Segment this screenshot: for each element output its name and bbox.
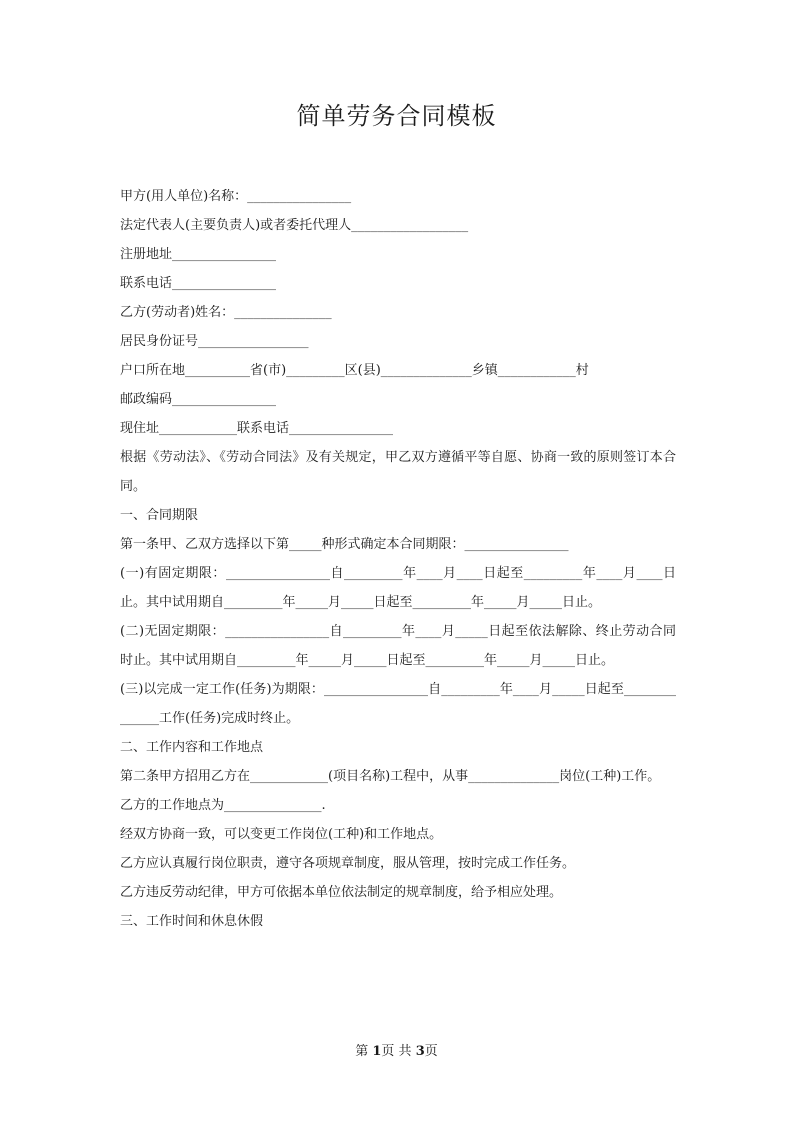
article-1: 第一条甲、乙双方选择以下第_____种形式确定本合同期限：________________ xyxy=(120,537,569,552)
document-body xyxy=(120,182,676,936)
footer-current-page: 1 xyxy=(372,1044,382,1059)
party-a-name-line: 甲方(用人单位)名称：________________ xyxy=(120,189,352,204)
postal-code-line: 邮政编码________________ xyxy=(120,392,277,407)
footer-suffix: 页 xyxy=(424,1044,438,1059)
clause-fixed-term: (一)有固定期限：________________自_________年____月____日起至_________年____月____日止。其中试用期自_________年_____月_____日起至_________年_____月_____日止。 xyxy=(120,566,676,610)
article-2: 第二条甲方招用乙方在____________(项目名称)工程中，从事______________岗位(工种)工作。 xyxy=(120,769,661,784)
clause-open-term: (二)无固定期限：________________自_________年____月_____日起至依法解除、终止劳动合同时止。其中试用期自_________年_____月_____日起至_________年_____月_____日止。 xyxy=(120,624,676,668)
household-register-line: 户口所在地__________省(市)_________区(县)______________乡镇____________村 xyxy=(120,363,589,378)
clause-task-term: (三)以完成一定工作(任务)为期限：________________自_________年____月_____日起至______________工作(任务)完成时终止。 xyxy=(120,682,676,726)
legal-representative-line: 法定代表人(主要负责人)或者委托代理人__________________ xyxy=(120,218,469,233)
party-b-name-line: 乙方(劳动者)姓名：_______________ xyxy=(120,305,332,320)
party-a-phone-line: 联系电话________________ xyxy=(120,276,277,291)
discipline-line: 乙方违反劳动纪律，甲方可依据本单位依法制定的规章制度，给予相应处理。 xyxy=(120,885,563,900)
document-title: 简单劳务合同模板 xyxy=(296,102,497,130)
duty-line: 乙方应认真履行岗位职责，遵守各项规章制度，服从管理，按时完成工作任务。 xyxy=(120,856,576,871)
registered-address-line: 注册地址________________ xyxy=(120,247,277,262)
section-3-heading: 三、工作时间和休息休假 xyxy=(120,914,264,929)
current-address-line: 现住址____________联系电话________________ xyxy=(120,421,394,436)
footer-prefix: 第 xyxy=(355,1044,373,1059)
page-footer xyxy=(0,1042,793,1062)
footer-total-pages: 3 xyxy=(415,1044,425,1059)
id-number-line: 居民身份证号_________________ xyxy=(120,334,309,349)
change-line: 经双方协商一致，可以变更工作岗位(工种)和工作地点。 xyxy=(120,827,443,842)
section-2-heading: 二、工作内容和工作地点 xyxy=(120,740,264,755)
section-1-heading: 一、合同期限 xyxy=(120,508,199,523)
law-basis-paragraph: 根据《劳动法》、《劳动合同法》及有关规定，甲乙双方遵循平等自愿、协商一致的原则签订本合同。 xyxy=(120,450,676,494)
footer-middle: 页 共 xyxy=(381,1044,416,1059)
workplace-line: 乙方的工作地点为_______________. xyxy=(120,798,326,813)
